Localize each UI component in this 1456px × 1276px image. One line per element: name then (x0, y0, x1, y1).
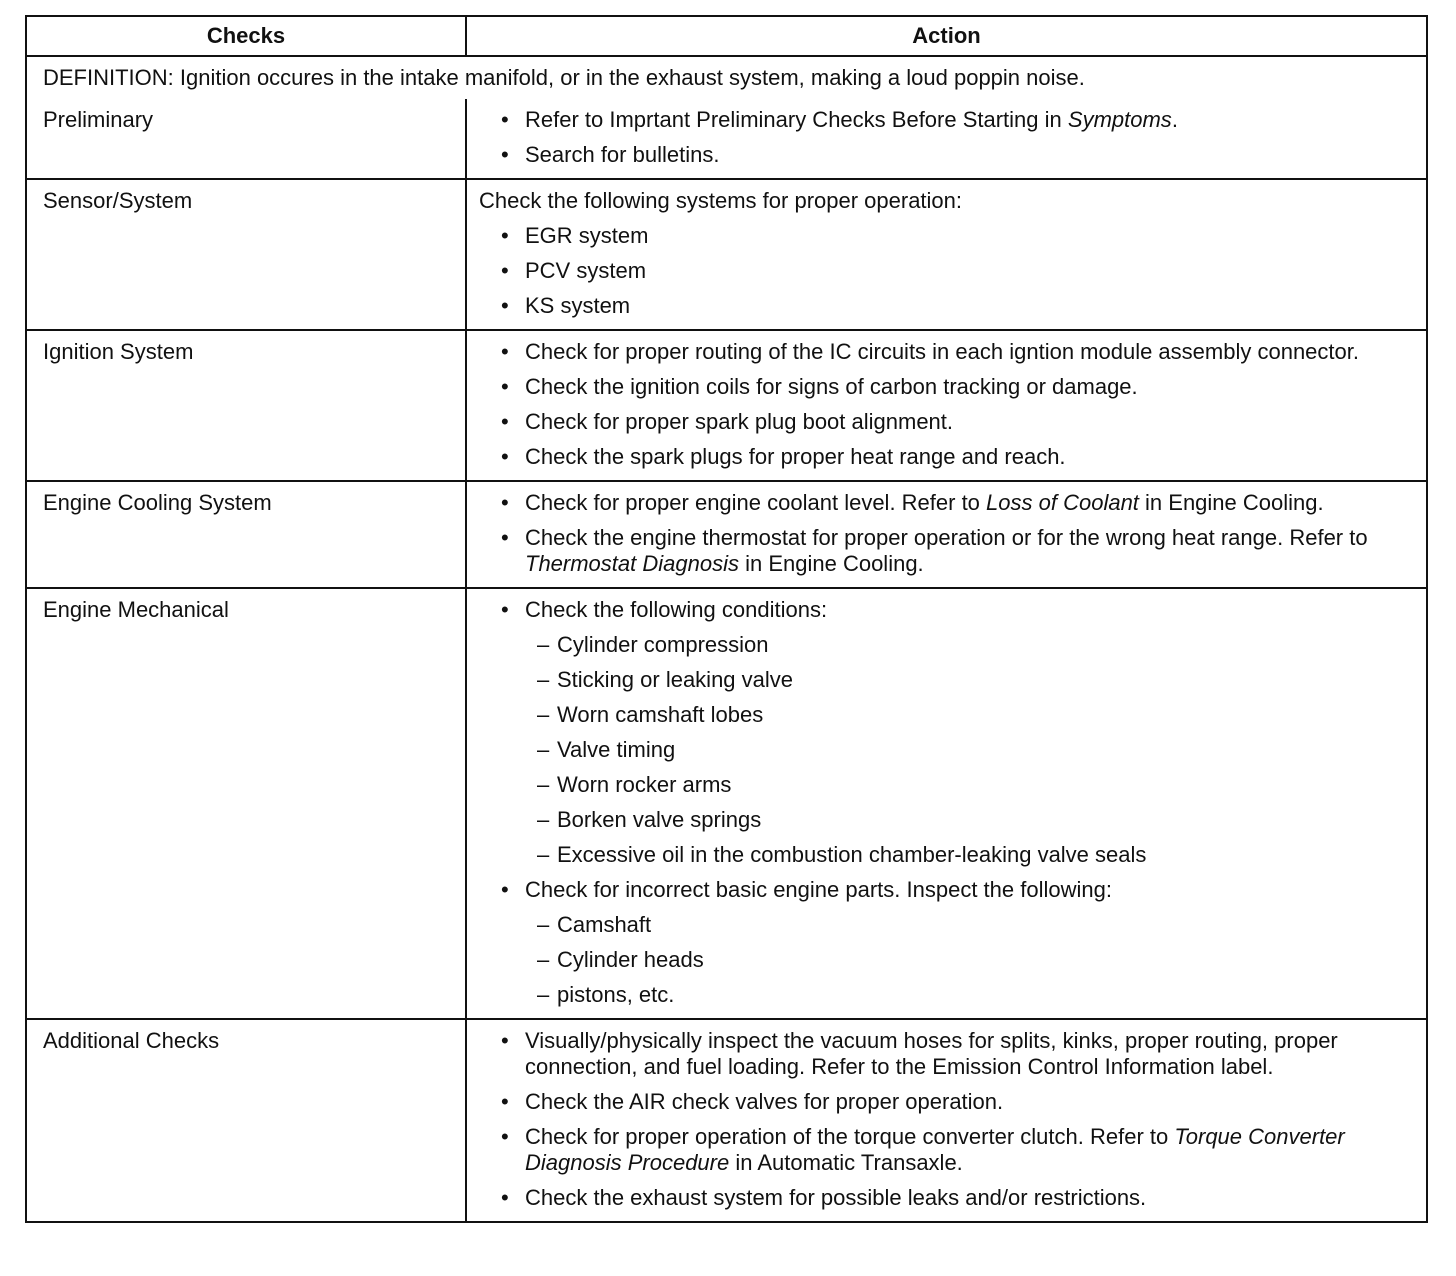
table-header-row (27, 17, 1426, 55)
definition-text: DEFINITION: Ignition occures in the intake manifold, or in the exhaust system, making a loud poppin noise. (43, 65, 1085, 90)
bullet-item (479, 339, 1414, 365)
text-segment: Check for proper spark plug boot alignment. (525, 409, 954, 434)
action-cell (467, 331, 1426, 480)
text-segment: Camshaft (557, 912, 652, 937)
text-segment: Worn camshaft lobes (557, 702, 764, 727)
bullet-item (479, 877, 1414, 903)
definition-row (27, 55, 1426, 99)
text-segment: Visually/physically inspect the vacuum hoses for splits, kinks, proper routing, proper connection, and fuel loading. Refer to the Emission Control Information label. (525, 1028, 1338, 1079)
dash-item (479, 737, 1414, 763)
action-cell (467, 1020, 1426, 1221)
text-segment: Check the AIR check valves for proper operation. (525, 1089, 1004, 1114)
text-segment: Search for bulletins. (525, 142, 720, 167)
bullet-item (479, 409, 1414, 435)
bullet-item (479, 1124, 1414, 1176)
header-action: Action (912, 23, 981, 48)
dash-item (479, 912, 1414, 938)
dash-item (479, 667, 1414, 693)
bullet-item (479, 293, 1414, 319)
header-checks: Checks (27, 17, 467, 55)
table-row (27, 587, 1426, 1018)
bullet-item (479, 490, 1414, 516)
bullet-item (479, 142, 1414, 168)
table-row (27, 99, 1426, 178)
italic-reference: Symptoms (1067, 107, 1172, 132)
text-segment: in Engine Cooling. (738, 551, 924, 576)
bullet-item (479, 597, 1414, 623)
dash-item (479, 947, 1414, 973)
bullet-item (479, 444, 1414, 470)
action-cell (467, 99, 1426, 178)
check-cell: Additional Checks (27, 1020, 467, 1221)
text-segment: in Automatic Transaxle. (729, 1150, 963, 1175)
bullet-item (479, 258, 1414, 284)
check-cell: Preliminary (27, 99, 467, 178)
text-segment: Check the ignition coils for signs of carbon tracking or damage. (525, 374, 1138, 399)
text-segment: Check for proper engine coolant level. Refer to (525, 490, 987, 515)
bullet-item (479, 1028, 1414, 1080)
text-segment: Borken valve springs (557, 807, 762, 832)
dash-item (479, 807, 1414, 833)
text-segment: Cylinder compression (557, 632, 769, 657)
diagnostic-table (25, 15, 1428, 1223)
table-row (27, 480, 1426, 587)
action-text (479, 188, 1414, 214)
text-segment: Worn rocker arms (557, 772, 732, 797)
text-segment: EGR system (525, 223, 649, 248)
table-row (27, 1018, 1426, 1221)
bullet-item (479, 107, 1414, 133)
dash-item (479, 772, 1414, 798)
bullet-item (479, 374, 1414, 400)
bullet-item (479, 223, 1414, 249)
text-segment: Cylinder heads (557, 947, 704, 972)
italic-reference: Loss of Coolant (986, 490, 1139, 515)
text-segment: pistons, etc. (557, 982, 675, 1007)
action-cell (467, 180, 1426, 329)
text-segment: in Engine Cooling. (1138, 490, 1324, 515)
bullet-item (479, 525, 1414, 577)
check-cell: Engine Mechanical (27, 589, 467, 1018)
check-cell: Sensor/System (27, 180, 467, 329)
text-segment: Check for proper routing of the IC circuits in each igntion module assembly connector. (525, 339, 1359, 364)
table-row (27, 329, 1426, 480)
dash-item (479, 702, 1414, 728)
italic-reference: Thermostat Diagnosis (525, 551, 739, 576)
text-segment: Sticking or leaking valve (557, 667, 794, 692)
bullet-item (479, 1185, 1414, 1211)
check-cell: Engine Cooling System (27, 482, 467, 587)
text-segment: PCV system (525, 258, 647, 283)
text-segment: Check the engine thermostat for proper operation or for the wrong heat range. Refer to (525, 525, 1368, 550)
dash-item (479, 632, 1414, 658)
dash-item (479, 982, 1414, 1008)
text-segment: Check the exhaust system for possible leaks and/or restrictions. (525, 1185, 1147, 1210)
text-segment: Check for incorrect basic engine parts. Inspect the following: (525, 877, 1112, 902)
check-cell: Ignition System (27, 331, 467, 480)
text-segment: Valve timing (557, 737, 676, 762)
table-row (27, 178, 1426, 329)
text-segment: . (1171, 107, 1178, 132)
text-segment: Refer to Imprtant Preliminary Checks Before Starting in (525, 107, 1068, 132)
text-segment: KS system (525, 293, 631, 318)
text-segment: Excessive oil in the combustion chamber-leaking valve seals (557, 842, 1147, 867)
text-segment: Check for proper operation of the torque converter clutch. Refer to (525, 1124, 1175, 1149)
dash-item (479, 842, 1414, 868)
action-cell (467, 589, 1426, 1018)
text-segment: Check the following systems for proper operation: (479, 188, 963, 213)
action-cell (467, 482, 1426, 587)
text-segment: Check the following conditions: (525, 597, 828, 622)
text-segment: Check the spark plugs for proper heat range and reach. (525, 444, 1066, 469)
bullet-item (479, 1089, 1414, 1115)
italic-reference: Torque Converter Diagnosis Procedure (525, 1124, 1345, 1175)
